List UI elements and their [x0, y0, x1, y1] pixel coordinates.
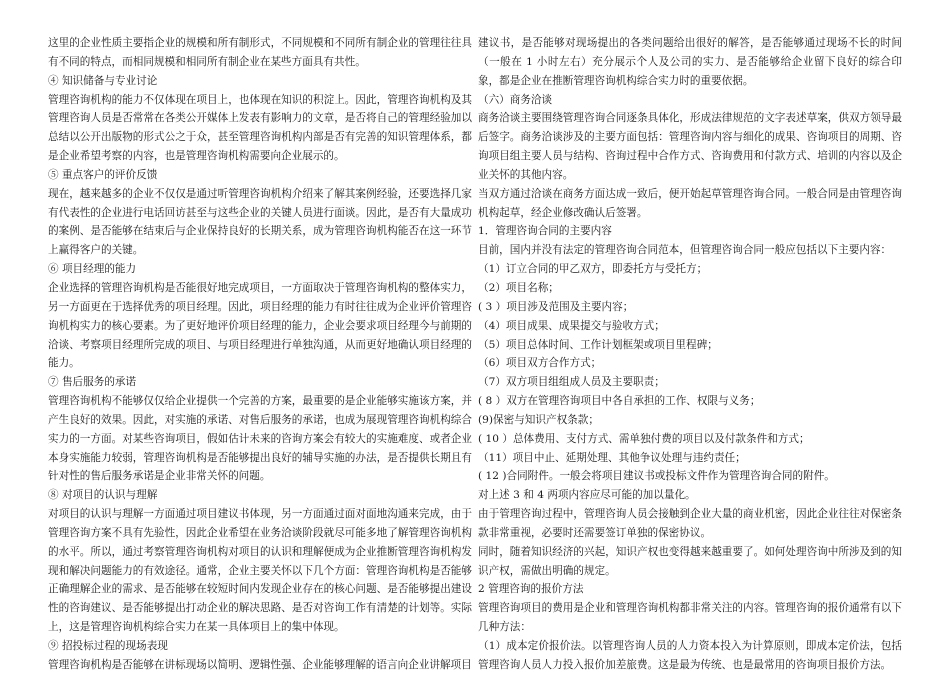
heading-knowledge-reserve: ④ 知识储备与专业讨论 [48, 74, 158, 87]
paragraph-project-understanding: 对项目的认识与理解一方面通过项目建议书体现，另一方面通过面对面地沟通来完成，由于管理咨询方案不具有先验性，因此企业希望在业务洽谈阶段就尽可能多地了解管理咨询机构的水平。所以，通过考察管理咨询机构对项目的认识和理解便成为企业推断管理咨询机构发现和解决问题能力的有效途径。通常，企业主要关怀以下几个方面：管理咨询机构是否能够正确理解企业的需求、是否能够在较短时间内发现企业存在的核心问题、是否能够提出建设性的咨询建议、是否能够提出打动企业的解决思路、是否对咨询工作有清楚的计划等。实际上，这是管理咨询机构综合实力在某一具体项目上的集中体现。 [48, 508, 472, 634]
paragraph-contract-drafting: 当双方通过洽谈在商务方面达成一致后，便开始起草管理咨询合同。一般合同是由管理咨询机构起草，经企业修改确认后签署。 [478, 187, 902, 219]
paragraph-proposal-qa: 建议书，是否能够对现场提出的各类问题给出很好的解答，是否能够通过现场不长的时间（一般在 1 小时左右）充分展示个人及公司的实力、是否能够给企业留下良好的综合印象，都是企业在推断管理咨询机构综合实力时的重要依据。 [478, 37, 902, 87]
paragraph-project-manager: 企业选择的管理咨询机构是否能很好地完成项目，一方面取决于管理咨询机构的整体实力，另一方面更在于选择优秀的项目经理。因此，项目经理的能力有时往往成为企业评价管理咨询机构实力的核心要素。为了更好地评价项目经理的能力，企业会要求项目经理今与前期的洽谈、考察项目经理所完成的项目、与项目经理进行单独沟通，从而更好地确认项目经理的能力。 [48, 281, 472, 370]
paragraph-contract-intro: 目前，国内并没有法定的管理咨询合同范本，但管理咨询合同一般应包括以下主要内容： [478, 244, 892, 257]
left-column [48, 34, 472, 675]
heading-project-understanding: ⑧ 对项目的认识与理解 [48, 489, 158, 502]
paragraph-after-sales: 管理咨询机构不能够仅仅给企业提供一个完善的方案，最重要的是企业能够实施该方案，并产生良好的效果。因此，对实施的承诺、对售后服务的承诺，也成为展现管理咨询机构综合实力的一方面。对某些咨询项目，假如估计未来的咨询方案会有较大的实施难度、或者企业本身实施能力较弱，管理咨询机构是否能够提出良好的辅导实施的办法，是否提供长期且有针对性的售后服务承诺是企业非常关怀的问题。 [48, 395, 472, 483]
list-item-responsibilities: ( 8 ）双方在管理咨询项目中各自承担的工作、权限与义务； [478, 395, 761, 408]
paragraph-business-negotiation: 商务洽谈主要围绕管理咨询合同逐条具体化，形成法律规范的文字表述草案，供双方领导最后签字。商务洽谈涉及的主要方面包括：管理咨询内容与细化的成果、咨询项目的周期、咨询项目组主要人员与结构、咨询过程中合作方式、咨询费用和付款方式、培训的内容以及企业关怀的其他内容。 [478, 112, 902, 181]
heading-bidding-performance: ⑨ 招投标过程的现场表现 [48, 640, 168, 652]
paragraph-key-client-feedback: 现在，越来越多的企业不仅仅是通过听管理咨询机构介绍来了解其案例经验，还要选择几家有代表性的企业进行电话回访甚至与这些企业的关键人员进行面谈。因此，是否有大量成功的案例、是否能够在结束后与企业保持良好的长期关系，成为管理咨询机构能否在这一环节上赢得客户的关键。 [48, 187, 472, 257]
list-item-timeline: （5）项目总体时间、工作计划框架或项目里程碑； [478, 338, 718, 351]
list-item-deliverables: （4）项目成果、成果提交与验收方式； [478, 319, 665, 332]
list-item-fees: ( 10 ）总体费用、支付方式、需单独付费的项目以及付款条件和方式； [478, 432, 810, 445]
heading-project-manager: ⑥ 项目经理的能力 [48, 263, 137, 276]
heading-after-sales: ⑦ 售后服务的承诺 [48, 376, 137, 389]
list-item-termination: （11）项目中止、延期处理、其他争议处理与违约责任； [478, 451, 746, 464]
paragraph-cost-pricing: （1）成本定价报价法。以管理咨询人员的人力资本投入为计算原则，即成本定价法，包括管理咨询人员人力投入报价加差旅费。这是最为传统、也是最常用的咨询项目报价方法。 [478, 640, 902, 671]
list-item-project-scope: ( 3 ）项目涉及范围及主要内容； [478, 300, 634, 313]
paragraph-pricing-intro: 管理咨询项目的费用是企业和管理咨询机构都非常关注的内容。管理咨询的报价通常有以下几种方法： [478, 602, 902, 634]
heading-contract-contents: 1．管理咨询合同的主要内容 [478, 225, 612, 238]
list-item-cooperation: （6）项目双方合作方式； [478, 357, 602, 370]
right-column [478, 34, 902, 675]
paragraph-intellectual-property: 同时，随着知识经济的兴起，知识产权也变得越来越重要了。如何处理咨询中所涉及到的知识产权，需做出明确的规定。 [478, 545, 902, 577]
list-item-attachments: ( 12 )合同附件。一般会将项目建议书或投标文件作为管理咨询合同的附件。 [478, 470, 835, 483]
list-item-project-name: （2）项目名称； [478, 281, 559, 294]
heading-business-negotiation: （六）商务洽谈 [478, 93, 553, 106]
paragraph-knowledge-reserve: 管理咨询机构的能力不仅体现在项目上，也体现在知识的积淀上。因此，管理咨询机构及其管理咨询人员是否常常在各类公开媒体上发表有影响力的文章，是否将自己的管理经验加以总结以公开出版物的形式公之于众，甚至管理咨询机构内部是否有完善的知识管理体系，都是企业希望考察的内容，也是管理咨询机构需要向企业展示的。 [48, 93, 472, 163]
list-item-confidentiality: (9)保密与知识产权条款； [478, 413, 599, 426]
paragraph-bidding-performance: 管理咨询机构是否能够在讲标现场以简明、逻辑性强、企业能够理解的语言向企业讲解项目 [48, 658, 472, 671]
list-item-team: （7）双方项目组组成人员及主要职责； [478, 376, 665, 389]
heading-pricing-methods: 2 管理咨询的报价方法 [478, 583, 584, 596]
paragraph-confidentiality: 由于管理咨询过程中，管理咨询人员会接触到企业大量的商业机密，因此企业往往对保密条款非常重视，必要时还需要签订单独的保密协议。 [478, 508, 902, 539]
heading-key-client-feedback: ⑤ 重点客户的评价反馈 [48, 168, 158, 181]
paragraph-quantify: 对上述 3 和 4 两项内容应尽可能的加以量化。 [478, 489, 696, 502]
paragraph-enterprise-nature: 这里的企业性质主要指企业的规模和所有制形式，不同规模和不同所有制企业的管理往往具有不同的特点，而相同规模和相同所有制企业在某些方面具有共性。 [48, 37, 472, 68]
list-item-contract-parties: （1）订立合同的甲乙双方，即委托方与受托方； [478, 263, 708, 276]
